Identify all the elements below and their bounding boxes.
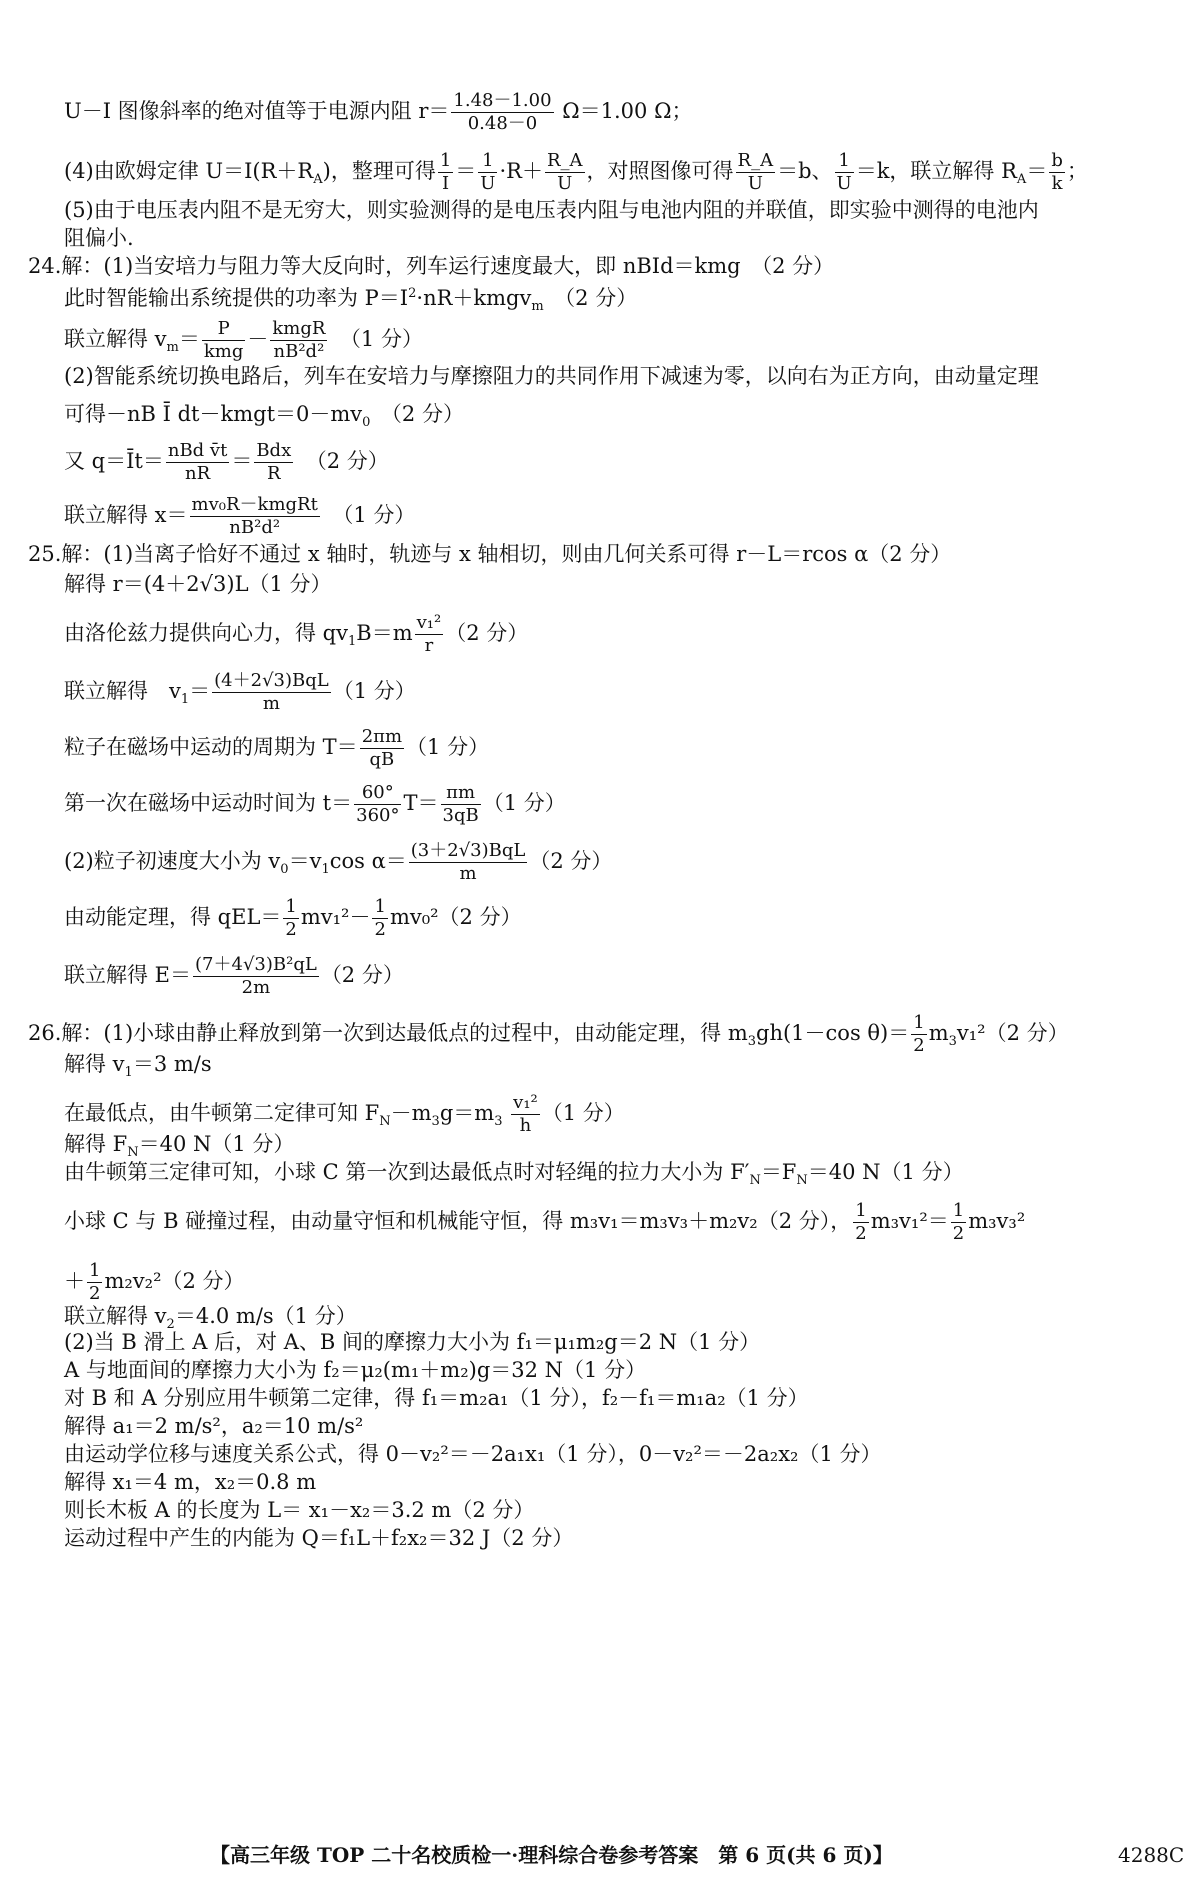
fraction — [166, 440, 229, 485]
text-run: （2 分） — [370, 402, 464, 426]
text-run: 由牛顿第三定律可知，小球 C 第一次到达最低点时对轻绳的拉力大小为 F′ — [64, 1160, 750, 1184]
fraction — [193, 954, 319, 999]
subscript: 1 — [347, 634, 357, 650]
fraction-numerator: 1 — [478, 150, 497, 173]
solution-line — [0, 1092, 1200, 1136]
subscript: N — [749, 1173, 761, 1189]
text-run: ＝k，联立解得 R — [855, 159, 1017, 183]
fraction — [478, 150, 497, 195]
text-run: ·nR＋kmgv — [416, 286, 532, 310]
fraction — [835, 150, 854, 195]
fraction-denominator: U — [480, 173, 496, 194]
solution-line — [0, 1412, 1200, 1442]
solution-line — [0, 1130, 1200, 1160]
text-run: (2)粒子初速度大小为 v — [64, 849, 281, 873]
fraction-denominator: h — [519, 1115, 532, 1136]
text-run: ＝F — [760, 1160, 797, 1184]
fraction-denominator: U — [747, 173, 763, 194]
subscript: 1 — [124, 1065, 133, 1081]
fraction-denominator: 0.48－0 — [467, 113, 538, 134]
fraction — [254, 440, 293, 485]
solution-line — [0, 1158, 1200, 1188]
fraction-numerator: πm — [441, 782, 481, 805]
text-run — [502, 1101, 509, 1125]
fraction-numerator: Bdx — [256, 440, 292, 461]
fraction-denominator: 360° — [356, 805, 400, 826]
text-run: 解得 a₁＝2 m/s²，a₂＝10 m/s² — [64, 1414, 364, 1438]
text-run: 由洛伦兹力提供向心力，得 qv — [64, 621, 348, 645]
text-run: 联立解得 v — [64, 1304, 167, 1328]
fraction-denominator: kmg — [203, 341, 244, 362]
text-run: ＝40 N（1 分） — [807, 1160, 964, 1184]
fraction-denominator: 2m — [241, 977, 271, 998]
text-run: ·R＋ — [499, 159, 543, 183]
fraction-denominator: r — [424, 635, 434, 656]
text-run: (5)由于电压表内阻不是无穷大，则实验测得的是电压表内阻与电池内阻的并联值，即实验中测得的电池内 — [64, 198, 1039, 222]
fraction — [212, 670, 331, 715]
solution-line — [0, 570, 1200, 600]
text-run: ＝3 m/s — [132, 1052, 212, 1076]
text-run: 此时智能输出系统提供的功率为 P＝I — [64, 286, 409, 310]
solution-line — [0, 1200, 1200, 1244]
fraction-numerator: nBd v̄t — [167, 440, 228, 461]
fraction-numerator: 60° — [354, 782, 401, 805]
text-run: 由运动学位移与速度关系公式，得 0－v₂²＝－2a₁x₁（1 分），0－v₂²＝－2a₂x₂（1 分） — [64, 1442, 882, 1466]
text-run: 联立解得 x＝ — [64, 503, 188, 527]
solution-line — [0, 362, 1200, 392]
text-run: （2 分） — [295, 449, 389, 473]
fraction-numerator: P — [202, 318, 246, 341]
subscript: 0 — [362, 415, 371, 431]
fraction-denominator: R — [267, 463, 281, 484]
text-run: 25.解：(1)当离子恰好不通过 x 轴时，轨迹与 x 轴相切，则由几何关系可得 r－L＝rcos α（2 分） — [28, 542, 952, 566]
text-run: （1 分） — [406, 735, 490, 759]
text-run: g＝m — [439, 1101, 495, 1125]
fraction-numerator: 2πm — [361, 726, 403, 747]
text-run: cos α＝ — [329, 849, 407, 873]
text-run: ＝4.0 m/s（1 分） — [174, 1304, 357, 1328]
text-run: －m — [390, 1101, 432, 1125]
text-run: 联立解得 E＝ — [64, 963, 192, 987]
solution-line — [0, 954, 1200, 998]
text-run: ＝ — [189, 679, 211, 703]
text-run: m₂v₂²（2 分） — [104, 1269, 245, 1293]
fraction-denominator: nB²d² — [229, 517, 281, 538]
fraction-denominator: 3qB — [442, 805, 479, 826]
fraction-numerator: 1.48－1.00 — [453, 90, 552, 111]
text-run: （2 分） — [320, 963, 404, 987]
text-run: 联立解得 v — [64, 327, 167, 351]
superscript: 2 — [408, 286, 417, 301]
text-run: （1 分） — [482, 791, 566, 815]
fraction — [354, 782, 401, 827]
text-run: (4)由欧姆定律 U＝I(R＋R — [64, 159, 314, 183]
text-run: (2)当 B 滑上 A 后，对 A、B 间的摩擦力大小为 f₁＝μ₁m₂g＝2 N（1 分） — [64, 1330, 761, 1354]
solution-line — [0, 1328, 1200, 1358]
text-run: T＝ — [403, 791, 439, 815]
text-run: 第一次在磁场中运动时间为 t＝ — [64, 791, 353, 815]
fraction — [415, 612, 444, 657]
subscript: m — [531, 299, 544, 315]
solution-line — [0, 1468, 1200, 1498]
solution-line — [0, 612, 1200, 656]
subscript: N — [127, 1145, 139, 1161]
text-run: 粒子在磁场中运动的周期为 T＝ — [64, 735, 358, 759]
text-run: ，对照图像可得 — [586, 159, 734, 183]
solution-line — [0, 440, 1200, 484]
fraction-numerator: R_A — [737, 150, 774, 171]
subscript: m — [166, 340, 179, 356]
fraction — [409, 840, 528, 885]
solution-line — [0, 400, 1200, 430]
subscript: 0 — [280, 862, 289, 878]
text-run: ＝ — [178, 327, 200, 351]
text-run: ＝ — [455, 159, 477, 183]
text-run: gh(1－cos θ)＝ — [756, 1021, 910, 1045]
text-run: 联立解得 v — [64, 679, 181, 703]
fraction — [372, 896, 387, 941]
text-run: （1 分） — [321, 503, 416, 527]
solution-line — [0, 1440, 1200, 1470]
fraction-numerator: kmgR — [272, 318, 326, 339]
fraction-denominator: k — [1051, 173, 1063, 194]
page-footer — [0, 1840, 1200, 1872]
text-run: A 与地面间的摩擦力大小为 f₂＝μ₂(m₁＋m₂)g＝32 N（1 分） — [64, 1358, 647, 1382]
fraction-denominator: 2 — [374, 919, 386, 940]
fraction-denominator: I — [441, 173, 450, 194]
fraction — [283, 896, 298, 941]
solution-line — [0, 1012, 1200, 1056]
fraction-numerator: 1 — [374, 896, 386, 917]
text-run: （2 分） — [529, 849, 613, 873]
solution-line — [0, 252, 1200, 282]
fraction-numerator: (3＋2√3)BqL — [410, 840, 526, 861]
fraction-numerator: (7＋4√3)B²qL — [195, 954, 317, 975]
fraction-denominator: nR — [185, 463, 211, 484]
solution-line — [0, 318, 1200, 362]
fraction-numerator: 1 — [855, 1200, 867, 1221]
footer-code: 4288C — [1118, 1843, 1185, 1867]
solution-line — [0, 1050, 1200, 1080]
text-run: ＝ — [1026, 159, 1048, 183]
fraction-numerator: b — [1051, 150, 1063, 171]
fraction — [360, 726, 404, 771]
fraction — [202, 318, 246, 363]
text-run: v₁²（2 分） — [956, 1021, 1069, 1045]
text-run: m₃v₃² — [968, 1209, 1026, 1233]
fraction-denominator: 2 — [285, 919, 297, 940]
fraction-numerator: R_A — [546, 150, 583, 171]
text-run: m₃v₁²＝ — [870, 1209, 949, 1233]
text-run: （1 分） — [332, 679, 416, 703]
text-run: （1 分） — [329, 327, 423, 351]
solution-line — [0, 896, 1200, 940]
solution-line — [0, 90, 1200, 134]
text-run: 在最低点，由牛顿第二定律可知 F — [64, 1101, 380, 1125]
solution-line — [0, 494, 1200, 538]
subscript: 1 — [321, 862, 330, 878]
text-run: ＝40 N（1 分） — [138, 1132, 295, 1156]
text-run: （1 分） — [541, 1101, 625, 1125]
text-run: 又 q＝Īt＝ — [64, 449, 164, 473]
fraction — [270, 318, 327, 363]
fraction-denominator: 2 — [952, 1223, 965, 1244]
fraction-denominator: nB²d² — [273, 341, 325, 362]
solution-line — [0, 1496, 1200, 1526]
fraction-denominator: m — [262, 693, 280, 714]
subscript: 2 — [166, 1317, 175, 1333]
text-run: 小球 C 与 B 碰撞过程，由动量守恒和机械能守恒，得 m₃v₁＝m₃v₃＋m₂v₂（2 分）， — [64, 1209, 852, 1233]
fraction-numerator: 1 — [835, 150, 854, 173]
subscript: A — [1016, 172, 1027, 188]
solution-line — [0, 280, 1200, 315]
solution-line — [0, 782, 1200, 826]
solution-line — [0, 1524, 1200, 1554]
footer-title: 【高三年级 TOP 二十名校质检一·理科综合卷参考答案 第 6 页(共 6 页)】 — [210, 1843, 893, 1867]
text-run: ＋ — [64, 1269, 85, 1293]
subscript: N — [379, 1114, 391, 1130]
text-run: m — [928, 1021, 949, 1045]
text-run: 则长木板 A 的长度为 L＝ x₁－x₂＝3.2 m（2 分） — [64, 1498, 535, 1522]
subscript: N — [796, 1173, 808, 1189]
text-run: 由动能定理，得 qEL＝ — [64, 905, 282, 929]
text-run: － — [247, 327, 269, 351]
subscript: 1 — [180, 692, 190, 708]
fraction — [87, 1260, 102, 1305]
fraction-denominator: U — [836, 173, 852, 194]
text-run: ＝ — [231, 449, 253, 473]
fraction-denominator: m — [459, 863, 477, 884]
solution-line — [0, 840, 1200, 884]
fraction-numerator: v₁² — [416, 612, 442, 633]
text-run: 解得 v — [64, 1052, 125, 1076]
fraction-numerator: 1 — [913, 1012, 925, 1033]
fraction-denominator: 2 — [913, 1035, 925, 1056]
text-run: 阻偏小. — [64, 226, 134, 250]
fraction-numerator: 1 — [285, 896, 297, 917]
text-run: ＝b、 — [777, 159, 833, 183]
text-run: 运动过程中产生的内能为 Q＝f₁L＋f₂x₂＝32 J（2 分） — [64, 1526, 574, 1550]
solution-line — [0, 1356, 1200, 1386]
solution-line — [0, 224, 1200, 254]
fraction — [853, 1200, 868, 1245]
text-run: (2)智能系统切换电路后，列车在安培力与摩擦阻力的共同作用下减速为零，以向右为正方向，由动量定理 — [64, 364, 1039, 388]
fraction — [441, 782, 481, 827]
fraction-denominator: 2 — [855, 1223, 867, 1244]
text-run: 解得 F — [64, 1132, 128, 1156]
text-run: 对 B 和 A 分别应用牛顿第二定律，得 f₁＝m₂a₁（1 分），f₂－f₁＝m₁a₂（1 分） — [64, 1386, 809, 1410]
solution-line — [0, 1260, 1200, 1304]
fraction — [190, 494, 320, 539]
fraction-denominator: qB — [369, 749, 395, 770]
text-run: 可得－nB Ī dt－kmgt＝0－mv — [64, 402, 363, 426]
subscript: 3 — [948, 1034, 957, 1050]
fraction-numerator: (4＋2√3)BqL — [214, 670, 329, 691]
text-run: Ω＝1.00 Ω； — [555, 99, 693, 123]
solution-line — [0, 670, 1200, 714]
subscript: 3 — [747, 1034, 757, 1050]
text-run: 解得 r＝(4＋2√3)L（1 分） — [64, 572, 332, 596]
fraction-numerator: 1 — [439, 150, 452, 171]
fraction — [736, 150, 776, 195]
fraction — [438, 150, 453, 195]
fraction — [1049, 150, 1065, 195]
text-run: U－I 图像斜率的绝对值等于电源内阻 r＝ — [64, 99, 450, 123]
text-run: 解得 x₁＝4 m，x₂＝0.8 m — [64, 1470, 317, 1494]
text-run: )，整理可得 — [322, 159, 436, 183]
subscript: 3 — [431, 1114, 440, 1130]
text-run: （2 分） — [543, 286, 638, 310]
solution-line — [0, 726, 1200, 770]
fraction-numerator: v₁² — [513, 1092, 538, 1113]
text-run: B＝m — [356, 621, 413, 645]
subscript: A — [313, 172, 323, 188]
fraction-denominator: 2 — [89, 1283, 101, 1304]
fraction — [951, 1200, 966, 1245]
fraction-numerator: mv₀R－kmgRt — [191, 494, 318, 515]
fraction-numerator: 1 — [89, 1260, 101, 1281]
solution-line — [0, 196, 1200, 226]
fraction-numerator: 1 — [952, 1200, 965, 1221]
text-run: 26.解：(1)小球由静止释放到第一次到达最低点的过程中，由动能定理，得 m — [28, 1021, 748, 1045]
fraction — [451, 90, 553, 135]
fraction-denominator: U — [557, 173, 573, 194]
subscript: 3 — [494, 1114, 503, 1130]
solution-line — [0, 150, 1200, 194]
text-run: ＝v — [288, 849, 322, 873]
text-run: ； — [1066, 159, 1088, 183]
text-run: mv₁²－ — [300, 905, 371, 929]
solution-line — [0, 1384, 1200, 1414]
text-run: mv₀²（2 分） — [389, 905, 522, 929]
fraction — [545, 150, 585, 195]
text-run: 24.解：(1)当安培力与阻力等大反向时，列车运行速度最大，即 nBId＝kmg （2 分） — [28, 254, 835, 278]
text-run: （2 分） — [445, 621, 529, 645]
solution-line — [0, 540, 1200, 570]
